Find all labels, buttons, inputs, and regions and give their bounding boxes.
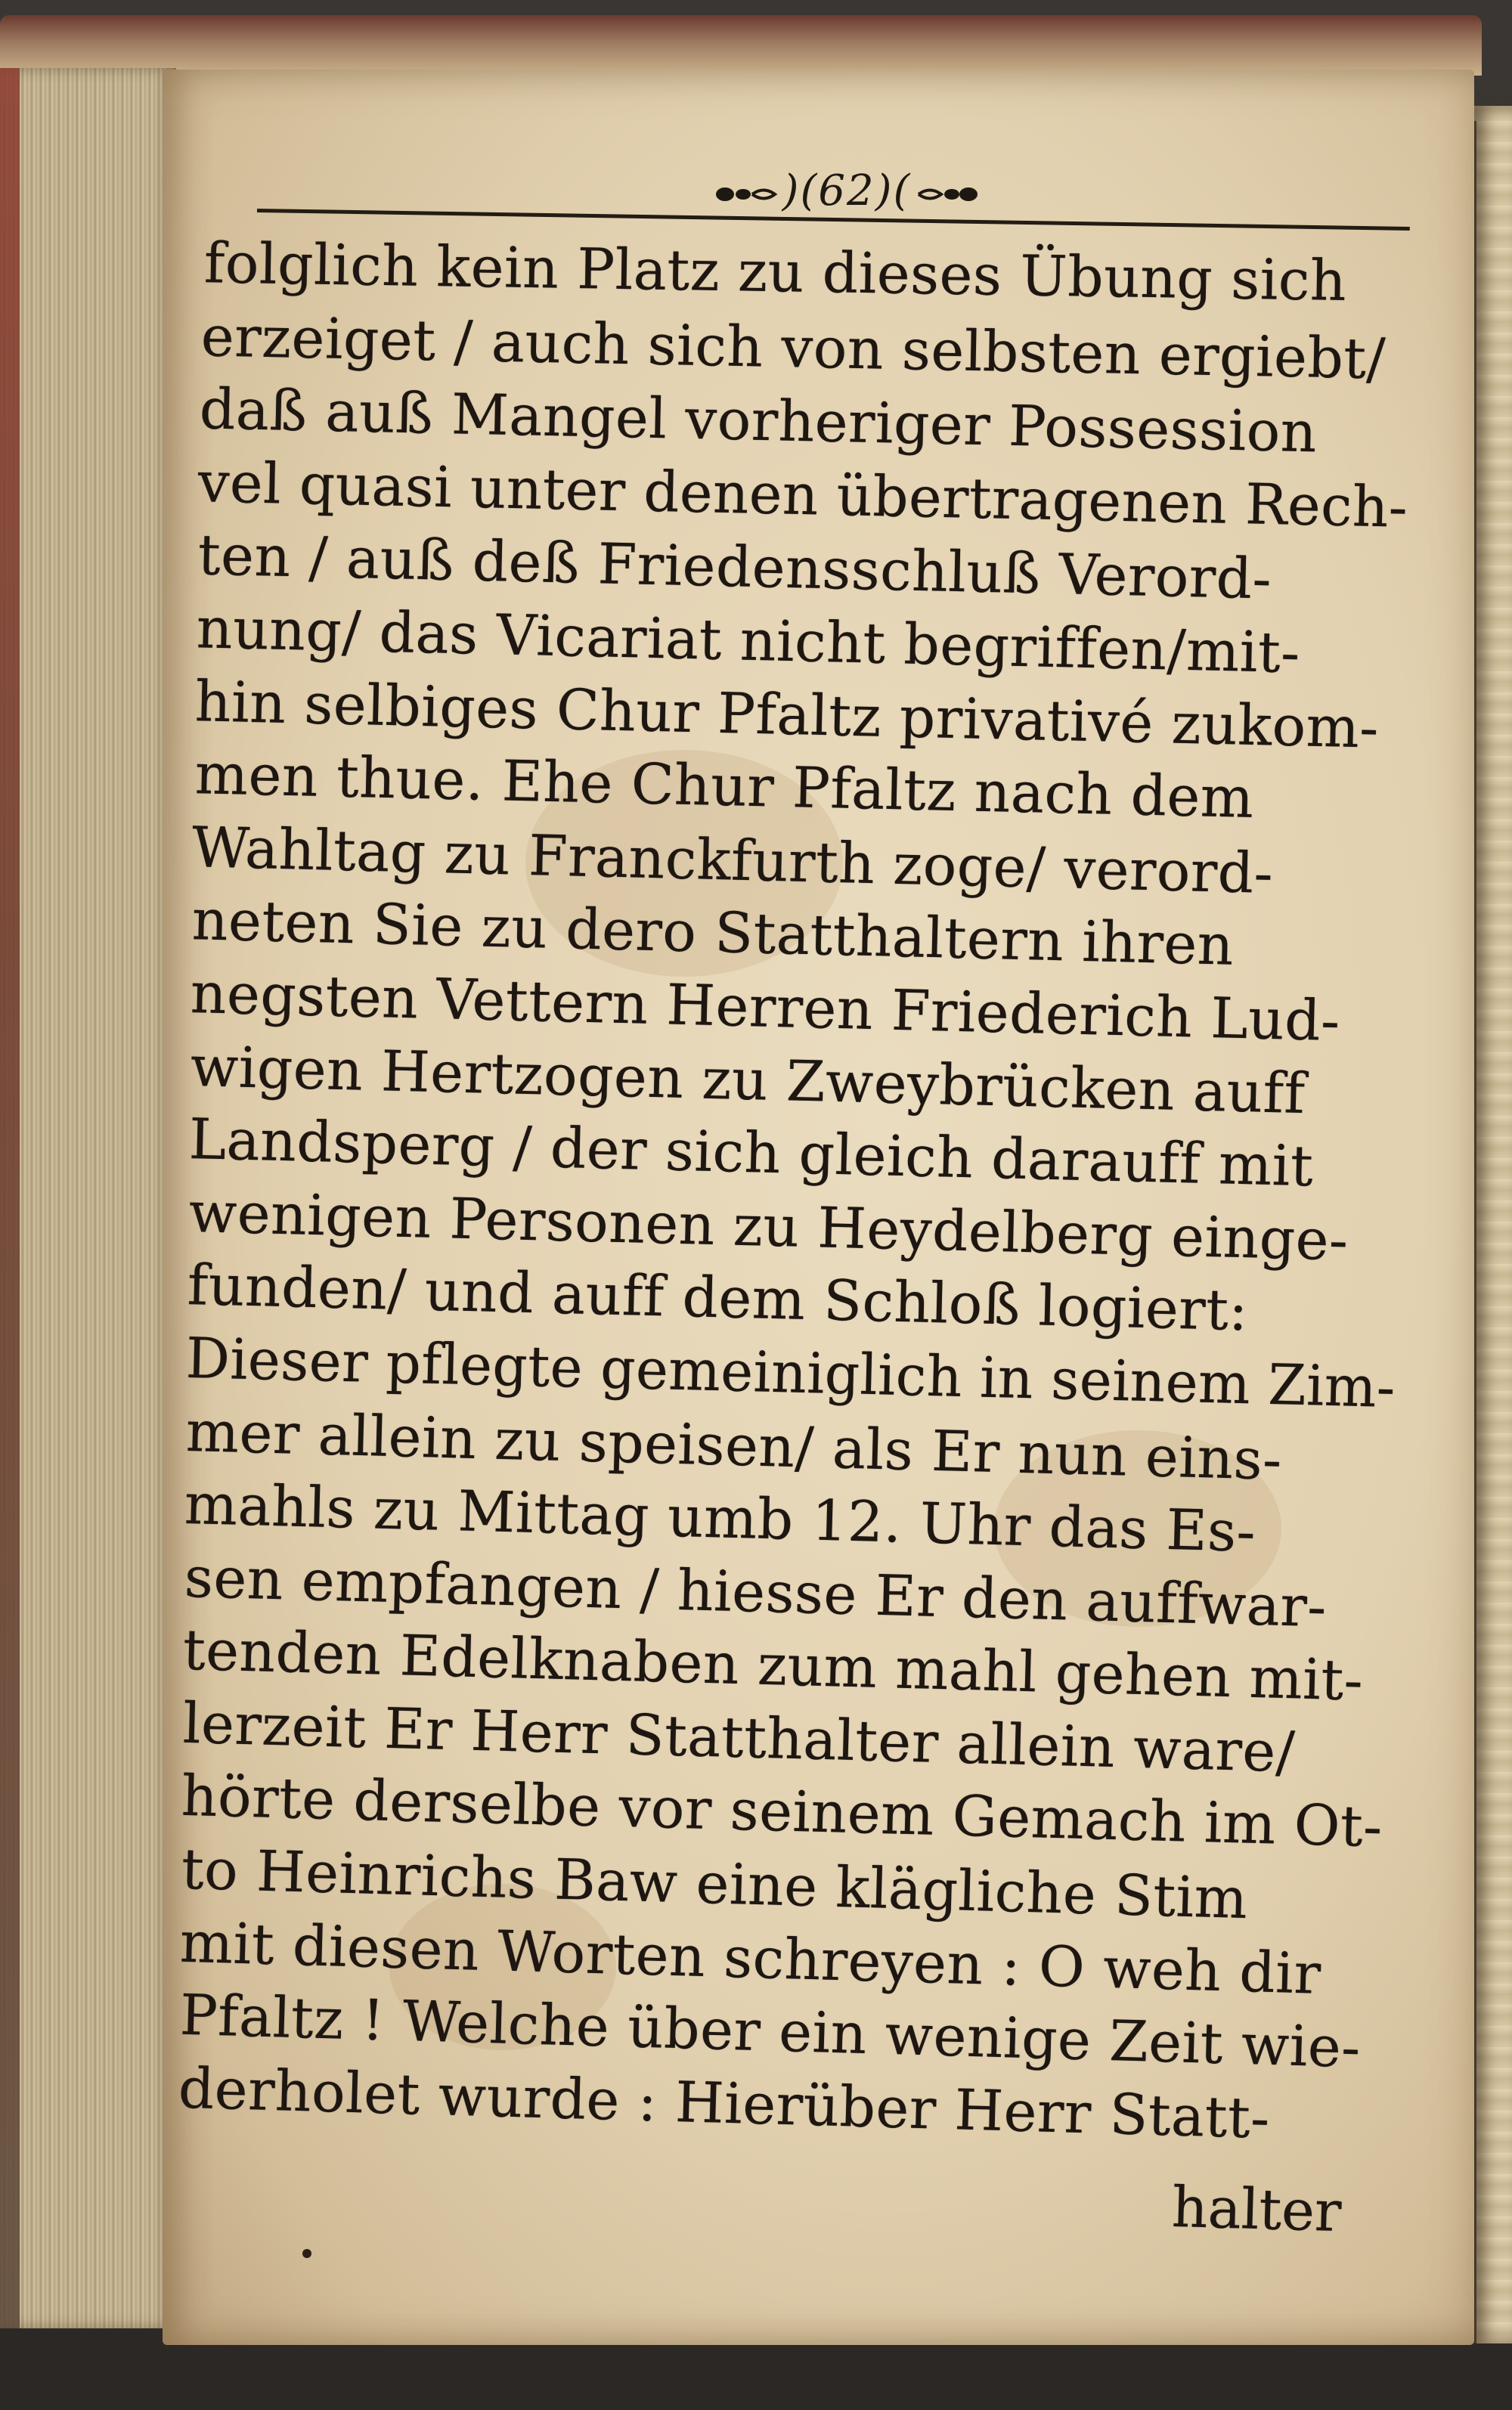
text-line: mit diesen Worten schreyen : O weh dir	[178, 1910, 1322, 2007]
text-line: folglich kein Platz zu dieses Übung sich	[203, 231, 1347, 314]
ornament-right-icon	[911, 184, 979, 204]
text-line: lerzeit Er Herr Statthalter allein ware/	[181, 1690, 1297, 1786]
book-red-trim	[0, 68, 20, 2328]
page-number: 62	[818, 166, 875, 215]
text-line: Pfaltz ! Welche über ein wenige Zeit wie-	[178, 1982, 1362, 2081]
text-line: ten / auß deß Friedensschluß Verord-	[197, 522, 1273, 612]
text-line: daß auß Mangel vorheriger Possession	[199, 376, 1318, 466]
text-line: Landsperg / der sich gleich darauff mit	[187, 1107, 1315, 1200]
book-top-edge	[0, 15, 1482, 76]
text-line: men thue. Ehe Chur Pfaltz nach dem	[194, 742, 1255, 832]
text-line: Dieser pflegte gemeiniglich in seinem Zim-	[184, 1325, 1396, 1420]
text-line: neten Sie zu dero Statthaltern ihren	[191, 887, 1235, 979]
page-header: )(62)(	[665, 166, 1028, 215]
text-line: mer allein zu speisen/ als Er nun eins-	[184, 1399, 1283, 1493]
ornament-left-icon	[714, 184, 782, 204]
book-fore-edge	[0, 68, 176, 2328]
body-text	[177, 227, 1409, 2151]
text-line: hörte derselbe vor seinem Gemach im Ot-	[180, 1764, 1383, 1860]
text-line: nung/ das Vicariat nicht begriffen/mit-	[196, 596, 1301, 686]
text-line: Wahltag zu Franckfurth zoge/ verord-	[191, 814, 1275, 906]
text-line: sen empfangen / hiesse Er den auffwar-	[183, 1544, 1328, 1640]
text-line: wigen Hertzogen zu Zweybrücken auff	[189, 1033, 1306, 1126]
text-line: tenden Edelknaben zum mahl gehen mit-	[181, 1618, 1365, 1714]
text-line: to Heinrichs Baw eine klägliche Stim	[180, 1836, 1249, 1932]
text-line: wenigen Personen zu Heydelberg einge-	[187, 1179, 1349, 1274]
text-line: vel quasi unter denen übertragenen Rech-	[197, 450, 1409, 541]
catchword: halter	[1170, 2174, 1343, 2245]
text-line: funden/ und auff dem Schloß logiert:	[186, 1253, 1249, 1344]
ink-dot	[302, 2249, 311, 2258]
text-line: erzeiget / auch sich von selbsten ergiebt/	[200, 303, 1387, 392]
text-line: derholet wurde : Hierüber Herr Statt-	[177, 2055, 1271, 2151]
facing-page-edge	[1474, 106, 1512, 2343]
text-line: negsten Vettern Herren Friederich Lud-	[189, 960, 1341, 1055]
text-line: hin selbiges Chur Pfaltz privativé zukom-	[194, 668, 1380, 761]
text-line: mahls zu Mittag umb 12. Uhr das Es-	[183, 1471, 1257, 1566]
